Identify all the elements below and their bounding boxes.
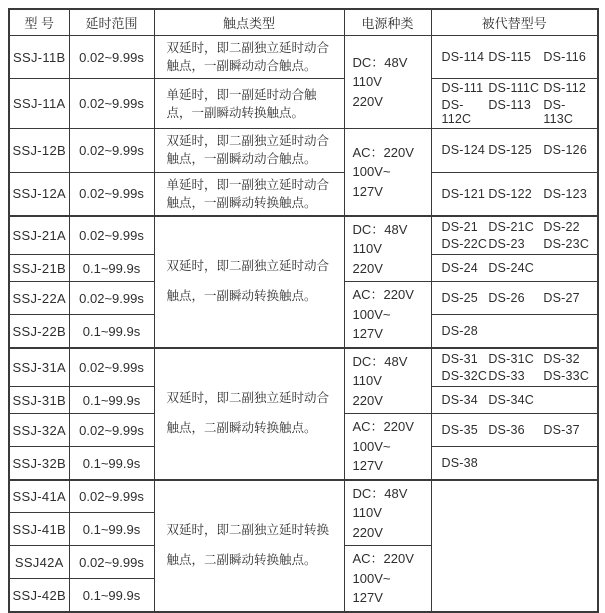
replaced-model: DS-32C: [441, 368, 488, 383]
replaced-model: DS-113: [488, 98, 531, 113]
contact-type-cell: 双延时，即二副独立延时转换触点，二副瞬动转换触点。: [154, 480, 344, 612]
power-line: AC：220V: [352, 551, 414, 567]
header-row: [9, 9, 598, 36]
power-line: 220V: [352, 93, 383, 109]
replaced-models-grid: [442, 50, 594, 64]
range-cell: 0.02~9.99s: [69, 79, 154, 129]
replaced-models-grid: [442, 352, 594, 383]
table-row: [9, 216, 598, 255]
power-supply-cell: [344, 129, 431, 216]
spec-table-body: [9, 36, 598, 612]
range-cell: 0.02~9.99s: [69, 129, 154, 172]
relay-spec-table-container: [8, 8, 599, 613]
power-supply-cell: [344, 216, 431, 282]
power-supply-cell: [344, 546, 431, 612]
power-line: 127V: [352, 458, 383, 474]
replaced-models-grid: [442, 261, 594, 275]
power-line: DC：48V: [352, 221, 408, 237]
replaced-model: DS-24C: [488, 261, 534, 276]
model-cell: SSJ-31B: [9, 386, 69, 413]
replaced-models-grid: [442, 143, 594, 157]
replaced-models-grid: [442, 456, 594, 470]
range-cell: 0.1~99.9s: [69, 315, 154, 348]
replaced-model: DS-115: [488, 50, 531, 65]
replaced-model: DS-125: [488, 143, 532, 158]
model-cell: SSJ-42B: [9, 579, 69, 612]
range-cell: 0.1~99.9s: [69, 386, 154, 413]
table-row: [9, 129, 598, 172]
replaced-model: DS-21: [441, 219, 478, 234]
range-cell: 0.02~9.99s: [69, 36, 154, 79]
range-cell: 0.1~99.9s: [69, 447, 154, 480]
table-row: [9, 36, 598, 79]
replaced-models-cell: [431, 254, 598, 281]
replaced-model: DS-32: [543, 351, 580, 366]
replaced-model: DS-22: [543, 219, 580, 234]
replaced-model: DS-112C: [441, 98, 472, 127]
range-cell: 0.02~9.99s: [69, 172, 154, 216]
power-supply-cell: [344, 480, 431, 546]
power-line: 100V~: [352, 438, 391, 454]
replaced-model: DS-111C: [488, 81, 540, 96]
replaced-models-grid: [442, 220, 594, 251]
replaced-models-cell: [431, 282, 598, 315]
replaced-model: DS-26: [488, 291, 525, 306]
replaced-model: DS-31: [441, 351, 478, 366]
model-cell: SSJ-32B: [9, 447, 69, 480]
table-row: [9, 480, 598, 513]
table-row: [9, 348, 598, 387]
power-line: 127V: [352, 183, 383, 199]
contact-type-cell: 双延时，即二副独立延时动合触点，一副瞬动动合触点。: [154, 129, 344, 172]
power-line: 110V: [352, 505, 382, 521]
power-supply-cell: [344, 36, 431, 129]
model-cell: SSJ42A: [9, 546, 69, 579]
range-cell: 0.02~9.99s: [69, 414, 154, 447]
replaced-model: DS-35: [441, 423, 478, 438]
replaced-model: DS-113C: [543, 98, 574, 127]
range-cell: 0.1~99.9s: [69, 254, 154, 281]
replaced-model: DS-25: [441, 291, 478, 306]
replaced-models-grid: [442, 187, 594, 201]
power-supply-cell: [344, 348, 431, 414]
replaced-models-cell: [431, 480, 598, 612]
power-line: DC：48V: [352, 353, 408, 369]
power-line: 220V: [352, 524, 383, 540]
replaced-models-cell: [431, 129, 598, 172]
replaced-model: DS-33C: [543, 368, 590, 383]
replaced-models-cell: [431, 447, 598, 480]
replaced-model: DS-122: [488, 186, 532, 201]
range-cell: 0.02~9.99s: [69, 216, 154, 255]
model-cell: SSJ-32A: [9, 414, 69, 447]
power-line: AC：220V: [352, 419, 414, 435]
power-line: 110V: [352, 74, 382, 90]
power-line: 127V: [352, 590, 383, 606]
replaced-models-cell: [431, 315, 598, 348]
power-line: 110V: [352, 373, 382, 389]
replaced-model: DS-116: [543, 50, 587, 65]
replaced-models-cell: [431, 216, 598, 255]
replaced-model: DS-36: [488, 423, 525, 438]
power-line: 220V: [352, 260, 383, 276]
replaced-models-cell: [431, 36, 598, 79]
replaced-model: DS-38: [441, 456, 478, 470]
power-line: 127V: [352, 326, 383, 342]
replaced-model: DS-28: [441, 324, 478, 338]
replaced-model: DS-23: [488, 236, 525, 251]
power-supply-cell: [344, 414, 431, 480]
contact-type-cell: 双延时，即二副独立延时动合触点，一副瞬动转换触点。: [154, 216, 344, 348]
range-cell: 0.02~9.99s: [69, 546, 154, 579]
contact-type-cell: 单延时，即一副独立延时动合触点，一副瞬动转换触点。: [154, 172, 344, 216]
model-cell: SSJ-11B: [9, 36, 69, 79]
model-cell: SSJ-21A: [9, 216, 69, 255]
model-cell: SSJ-21B: [9, 254, 69, 281]
replaced-models-grid: [442, 81, 594, 126]
model-cell: SSJ-12A: [9, 172, 69, 216]
column-header-contact: 触点类型: [154, 9, 344, 36]
power-line: DC：48V: [352, 54, 408, 70]
power-line: AC：220V: [352, 287, 414, 303]
replaced-model: DS-112: [543, 81, 587, 96]
replaced-models-grid: [442, 324, 594, 338]
replaced-model: DS-111: [441, 81, 484, 96]
contact-type-cell: 双延时，即二副独立延时动合触点，一副瞬动动合触点。: [154, 36, 344, 79]
power-supply-cell: [344, 282, 431, 348]
power-line: 100V~: [352, 306, 391, 322]
replaced-model: DS-21C: [488, 219, 534, 234]
model-cell: SSJ-22B: [9, 315, 69, 348]
power-line: DC：48V: [352, 485, 408, 501]
replaced-model: DS-124: [441, 143, 486, 158]
column-header-model: 型 号: [9, 9, 69, 36]
range-cell: 0.1~99.9s: [69, 513, 154, 546]
replaced-model: DS-23C: [543, 236, 590, 251]
table-row: [9, 79, 598, 129]
replaced-model: DS-22C: [441, 236, 488, 251]
range-cell: 0.02~9.99s: [69, 282, 154, 315]
replaced-models-grid: [442, 291, 594, 305]
replaced-model: DS-34C: [488, 393, 534, 408]
replaced-models-cell: [431, 172, 598, 216]
replaced-models-cell: [431, 414, 598, 447]
model-cell: SSJ-41B: [9, 513, 69, 546]
range-cell: 0.02~9.99s: [69, 480, 154, 513]
replaced-model: DS-24: [441, 261, 478, 276]
model-cell: SSJ-22A: [9, 282, 69, 315]
power-line: AC：220V: [352, 144, 414, 160]
replaced-model: DS-114: [441, 50, 485, 65]
replaced-model: DS-37: [543, 423, 580, 438]
range-cell: 0.1~99.9s: [69, 579, 154, 612]
contact-type-cell: 单延时，即一副延时动合触点，一副瞬动转换触点。: [154, 79, 344, 129]
column-header-range: 延时范围: [69, 9, 154, 36]
model-cell: SSJ-11A: [9, 79, 69, 129]
column-header-power: 电源种类: [344, 9, 431, 36]
replaced-model: DS-34: [441, 393, 478, 408]
column-header-replaced: 被代替型号: [431, 9, 598, 36]
replaced-models-cell: [431, 348, 598, 387]
power-line: 110V: [352, 241, 382, 257]
power-line: 100V~: [352, 164, 391, 180]
replaced-model: DS-121: [441, 186, 486, 201]
replaced-model: DS-126: [543, 143, 587, 158]
replaced-models-grid: [442, 423, 594, 437]
replaced-model: DS-31C: [488, 351, 534, 366]
replaced-model: DS-33: [488, 368, 525, 383]
replaced-models-grid: [442, 393, 594, 407]
power-line: 220V: [352, 392, 383, 408]
model-cell: SSJ-31A: [9, 348, 69, 387]
replaced-model: DS-123: [543, 186, 587, 201]
model-cell: SSJ-12B: [9, 129, 69, 172]
table-row: [9, 172, 598, 216]
power-line: 100V~: [352, 570, 391, 586]
relay-spec-table: [8, 8, 599, 613]
replaced-models-cell: [431, 79, 598, 129]
replaced-model: DS-27: [543, 291, 580, 306]
model-cell: SSJ-41A: [9, 480, 69, 513]
range-cell: 0.02~9.99s: [69, 348, 154, 387]
contact-type-cell: 双延时，即二副独立延时动合触点，二副瞬动转换触点。: [154, 348, 344, 480]
replaced-models-cell: [431, 386, 598, 413]
